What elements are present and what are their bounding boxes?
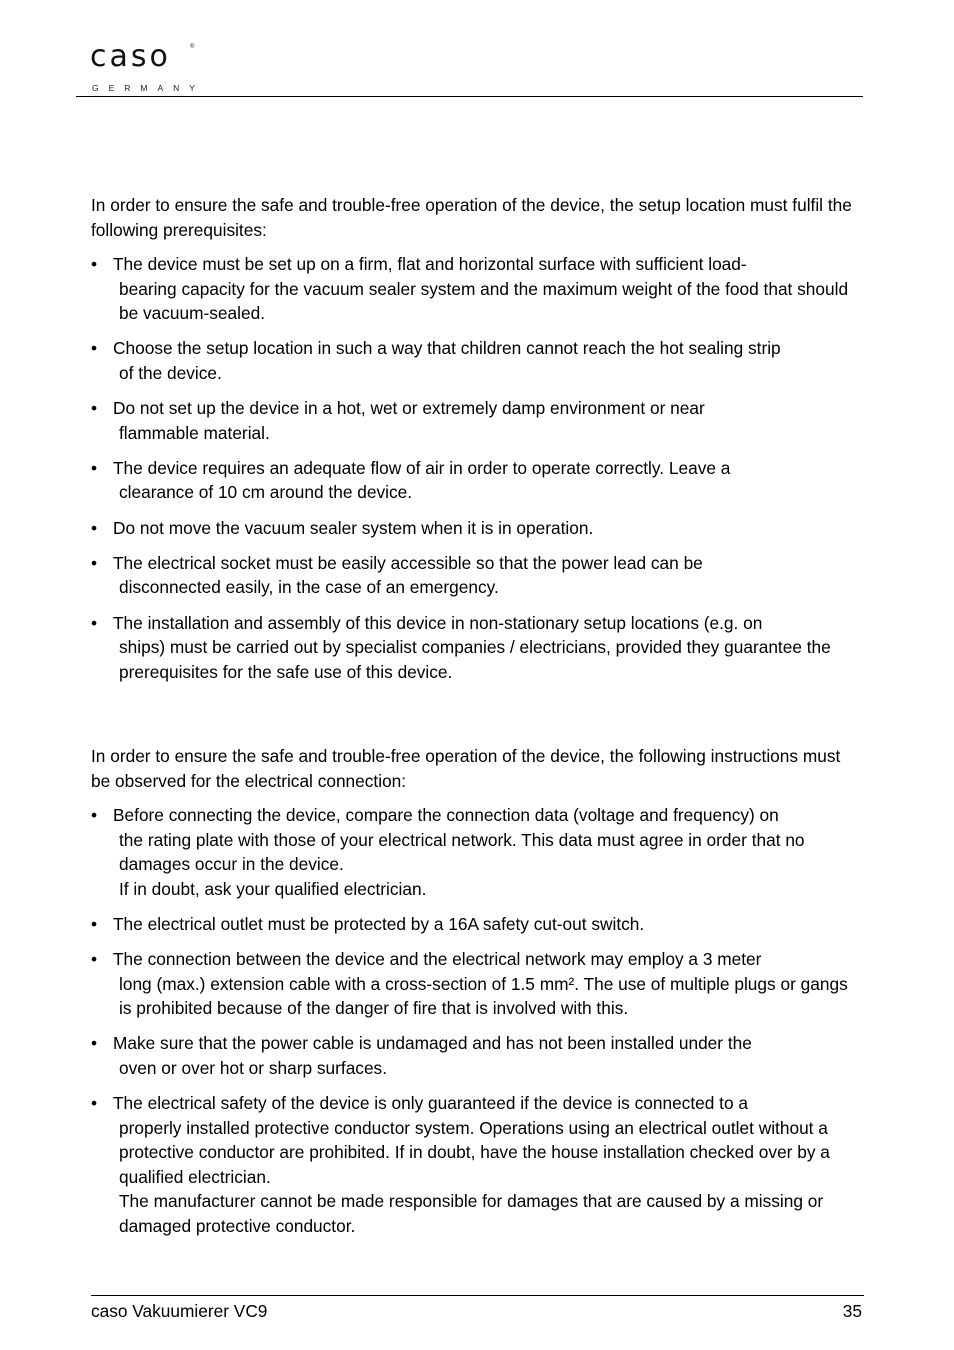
logo-wordmark: caso	[90, 39, 171, 74]
logo-registered-mark: ®	[190, 44, 195, 50]
item-text: The connection between the device and the electrical network may employ a 3 meter	[113, 949, 762, 970]
section2-intro: In order to ensure the safe and trouble-free operation of the device, the following instructions must be observed for the electrical connection:	[91, 746, 841, 791]
item-text-cont: long (max.) extension cable with a cross-section of 1.5 mm². The use of multiple plugs or gangs is prohibited because of the danger of fire that is involved with this.	[119, 973, 848, 1019]
item-text: The device must be set up on a firm, flat and horizontal surface with sufficient load-	[113, 254, 747, 274]
bullet-icon: •	[91, 552, 98, 573]
item-text-extra: The manufacturer cannot be made responsible for damages that are caused by a missing or damaged protective conductor.	[119, 1191, 824, 1236]
bullet-icon: •	[91, 517, 98, 538]
list-item	[91, 396, 861, 445]
item-text: Choose the setup location in such a way that children cannot reach the hot sealing strip	[113, 338, 781, 359]
bullet-icon: •	[91, 949, 98, 970]
item-text-cont: oven or over hot or sharp surfaces.	[119, 1057, 387, 1078]
item-text-cont: the rating plate with those of your electrical network. This data must agree in order that no damages occur in the device.	[119, 829, 805, 875]
list-item	[91, 456, 861, 505]
bullet-icon: •	[91, 254, 98, 274]
list-item	[91, 912, 861, 937]
bullet-icon: •	[91, 1033, 98, 1054]
item-text-cont: of the device.	[119, 362, 222, 383]
section2-list	[91, 803, 861, 1238]
bullet-icon: •	[91, 338, 98, 359]
section1-list	[91, 252, 861, 684]
item-text-cont: ships) must be carried out by specialist companies / electricians, provided they guarantee the prerequisites for the safe use of this device.	[119, 637, 831, 682]
logo-subtitle: GERMANY	[92, 83, 205, 93]
list-item	[91, 803, 861, 901]
list-item	[91, 611, 861, 685]
bullet-icon: •	[91, 1093, 98, 1114]
item-text: Make sure that the power cable is undamaged and has not been installed under the	[113, 1033, 752, 1054]
bullet-icon: •	[91, 398, 98, 419]
item-text-cont: flammable material.	[119, 422, 270, 443]
item-text-cont: clearance of 10 cm around the device.	[119, 482, 412, 503]
section1-intro: In order to ensure the safe and trouble-free operation of the device, the setup location must fulfil the following prerequisites:	[91, 195, 852, 240]
list-item	[91, 947, 861, 1021]
list-item	[91, 1091, 861, 1238]
footer-product-name: caso Vakuumierer VC9	[91, 1301, 268, 1321]
list-item	[91, 551, 861, 600]
page-number: 35	[842, 1301, 862, 1321]
item-text-cont: bearing capacity for the vacuum sealer system and the maximum weight of the food that should be vacuum-sealed.	[119, 278, 849, 323]
list-item	[91, 336, 861, 385]
item-text: Do not set up the device in a hot, wet or extremely damp environment or near	[113, 398, 705, 419]
section-spacer	[91, 695, 861, 744]
page-content	[91, 193, 861, 1249]
item-text: The device requires an adequate flow of air in order to operate correctly. Leave a	[113, 457, 731, 478]
list-item	[91, 252, 861, 326]
item-text: Do not move the vacuum sealer system when it is in operation.	[113, 517, 594, 538]
item-text-cont: disconnected easily, in the case of an emergency.	[119, 577, 499, 598]
item-text: The electrical socket must be easily accessible so that the power lead can be	[113, 552, 703, 573]
list-item	[91, 516, 861, 541]
item-text: The installation and assembly of this device in non-stationary setup locations (e.g. on	[113, 612, 763, 633]
bullet-icon: •	[91, 457, 98, 478]
bullet-icon: •	[91, 913, 98, 934]
item-text: The electrical outlet must be protected by a 16A safety cut-out switch.	[113, 913, 645, 934]
item-text-cont: properly installed protective conductor system. Operations using an electrical outlet without a protective conductor are prohibited. If in doubt, have the house installation checked over by a qualified electrician.	[119, 1117, 830, 1187]
header-divider	[76, 96, 863, 97]
item-text: Before connecting the device, compare the connection data (voltage and frequency) on	[113, 805, 779, 826]
footer-divider	[91, 1295, 864, 1296]
bullet-icon: •	[91, 805, 98, 826]
item-text: The electrical safety of the device is only guaranteed if the device is connected to a	[113, 1093, 748, 1114]
item-text-extra: If in doubt, ask your qualified electrician.	[119, 878, 427, 899]
bullet-icon: •	[91, 612, 98, 633]
list-item	[91, 1031, 861, 1080]
